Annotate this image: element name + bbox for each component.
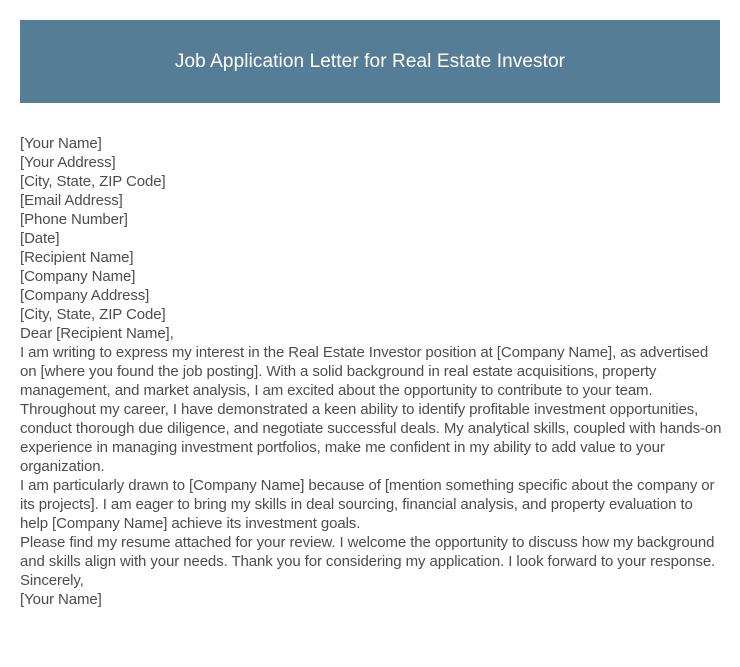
letter-salutation: Dear [Recipient Name],	[20, 325, 174, 342]
letter-line-your-address: [Your Address]	[20, 154, 116, 171]
letter-paragraph-resume: Please find my resume attached for your review. I welcome the opportunity to discuss how my background and skills align with your needs. Thank you for considering my application. I look forward to your response.	[20, 534, 716, 570]
letter-line-phone-number: [Phone Number]	[20, 211, 128, 228]
letter-closing-sincerely: Sincerely,	[20, 572, 84, 589]
letter-line-recipient-name: [Recipient Name]	[20, 249, 134, 266]
letter-line-company-name: [Company Name]	[20, 268, 136, 285]
letter-line-email-address: [Email Address]	[20, 192, 123, 209]
letter-line-date: [Date]	[20, 230, 60, 247]
letter-closing-signature: [Your Name]	[20, 591, 102, 608]
letter-line-city-state-zip-recipient: [City, State, ZIP Code]	[20, 306, 166, 323]
letter-line-city-state-zip-sender: [City, State, ZIP Code]	[20, 173, 166, 190]
header-banner	[20, 20, 720, 103]
letter-paragraph-intro: I am writing to express my interest in the Real Estate Investor position at [Company Name], as advertised on [where you found the job posting]. With a solid background in real estate acquisitions, property management, and market analysis, I am excited about the opportunity to contribute to your team.	[20, 344, 709, 399]
page-title: Job Application Letter for Real Estate Investor	[174, 50, 566, 72]
letter-paragraph-career: Throughout my career, I have demonstrated a keen ability to identify profitable investment opportunities, conduct thorough due diligence, and negotiate successful deals. My analytical skills, coupled with hands-on experience in managing investment portfolios, make me confident in my ability to add value to your organization.	[20, 401, 722, 475]
letter-line-your-name: [Your Name]	[20, 135, 102, 152]
letter-body	[20, 134, 722, 609]
letter-line-company-address: [Company Address]	[20, 287, 150, 304]
letter-paragraph-company-interest: I am particularly drawn to [Company Name] because of [mention something specific about the company or its projects]. I am eager to bring my skills in deal sourcing, financial analysis, and property evaluation to help [Company Name] achieve its investment goals.	[20, 477, 715, 532]
